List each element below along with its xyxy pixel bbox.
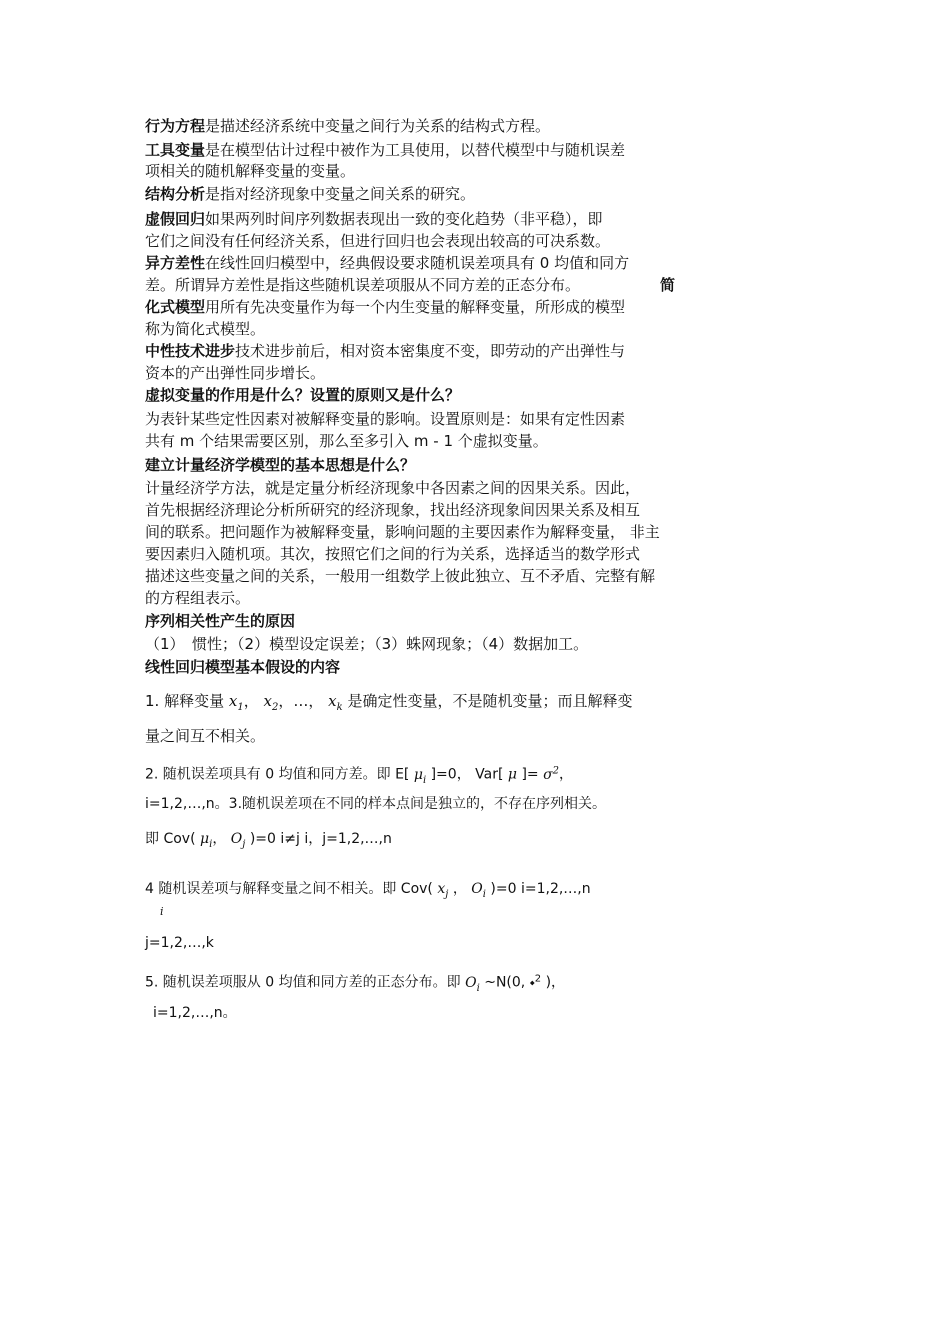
assumption-1: 1. 解释变量 $x_1$， $x_2$，…， $x_k$ 是确定性变量，不是随机变量；而且解释变 (145, 692, 633, 713)
paragraph-line: 描述这些变量之间的关系，一般用一组数学上彼此独立、互不矛盾、完整有解 (145, 567, 656, 585)
section-heading: 建立计量经济学模型的基本思想是什么？ (145, 456, 416, 474)
section-heading: 序列相关性产生的原因 (145, 612, 296, 630)
paragraph-line: i=1,2,…,n。3.随机误差项在不同的样本点间是独立的，不存在序列相关。 (145, 796, 607, 812)
definition-spurious-regression (145, 209, 603, 229)
definition-text: 是描述经济系统中变量之间行为关系的结构式方程。 (205, 117, 551, 135)
definition-text: 它们之间没有任何经济关系，但进行回归也会表现出较高的可决系数。 (145, 232, 611, 250)
term: 行为方程 (145, 117, 206, 135)
definition-text: 是在模型估计过程中被作为工具使用，以替代模型中与随机误差 (205, 141, 626, 159)
definition-text: 技术进步前后，相对资本密集度不变，即劳动的产出弹性与 (235, 342, 626, 360)
term: 异方差性 (145, 254, 206, 272)
paragraph-line: 间的联系。把问题作为被解释变量，影响问题的主要因素作为解释变量， 非主 (145, 523, 660, 541)
paragraph-line: 共有 m 个结果需要区别，那么至多引入 m - 1 个虚拟变量。 (145, 432, 548, 450)
definition-behavior-equation (145, 116, 550, 136)
definition-text: 是指对经济现象中变量之间关系的研究。 (205, 185, 476, 203)
definition-text: 用所有先决变量作为每一个内生变量的解释变量，所形成的模型 (205, 298, 626, 316)
definition-text: 项相关的随机解释变量的变量。 (145, 162, 356, 180)
paragraph-line: 量之间互不相关。 (145, 727, 266, 745)
paragraph-line: 为表针某些定性因素对被解释变量的影响。设置原则是：如果有定性因素 (145, 410, 626, 428)
assumption-3: 即 Cov( $\mu_i$， $O_j$ )=0 i≠j i，j=1,2,…,n (145, 831, 392, 850)
definition-text: 在线性回归模型中，经典假设要求随机误差项具有 0 均值和同方 (205, 254, 630, 272)
paragraph-line: 首先根据经济理论分析所研究的经济现象，找出经济现象间因果关系及相互 (145, 501, 641, 519)
subscript-i: i (160, 905, 164, 918)
paragraph-line: j=1,2,…,k (145, 935, 214, 951)
definition-structural-analysis (145, 184, 475, 204)
assumption-2: 2. 随机误差项具有 0 均值和同方差。即 E[ $\mu_i$ ]=0， Var[ μ ]= $\sigma^2$， (145, 765, 574, 786)
section-heading: 线性回归模型基本假设的内容 (145, 658, 341, 676)
definition-text: 差。所谓异方差性是指这些随机误差项服从不同方差的正态分布。 (145, 276, 581, 294)
term: 化式模型 (145, 298, 206, 316)
definition-reduced-form-model (145, 297, 625, 317)
paragraph-line: i=1,2,…,n。 (153, 1005, 237, 1021)
term-fragment: 简 (660, 276, 676, 294)
definition-heteroscedasticity (145, 253, 629, 273)
assumption-5: 5. 随机误差项服从 0 均值和同方差的正态分布。即 $O_i$ ~N(0, ⬩$^2$ )， (145, 973, 566, 994)
definition-instrumental-variable (145, 140, 625, 160)
term: 中性技术进步 (145, 342, 236, 360)
definition-text: 称为简化式模型。 (145, 320, 266, 338)
section-heading: 虚拟变量的作用是什么？设置的原则又是什么？ (145, 386, 461, 404)
assumption-4: 4 随机误差项与解释变量之间不相关。即 Cov( $x_j$ ， $O_i$ )=0 i=1,2,…,n (145, 881, 591, 900)
definition-text: 资本的产出弹性同步增长。 (145, 364, 326, 382)
term: 虚假回归 (145, 210, 206, 228)
paragraph-line: 要因素归入随机项。其次，按照它们之间的行为关系，选择适当的数学形式 (145, 545, 641, 563)
term: 结构分析 (145, 185, 206, 203)
definition-neutral-tech-progress (145, 341, 625, 361)
paragraph-line: 的方程组表示。 (145, 589, 251, 607)
term: 工具变量 (145, 141, 206, 159)
paragraph-line: （1） 惯性；（2）模型设定误差；（3）蛛网现象；（4）数据加工。 (145, 635, 589, 653)
definition-text: 如果两列时间序列数据表现出一致的变化趋势（非平稳），即 (205, 210, 603, 228)
paragraph-line: 计量经济学方法，就是定量分析经济现象中各因素之间的因果关系。因此， (145, 479, 641, 497)
